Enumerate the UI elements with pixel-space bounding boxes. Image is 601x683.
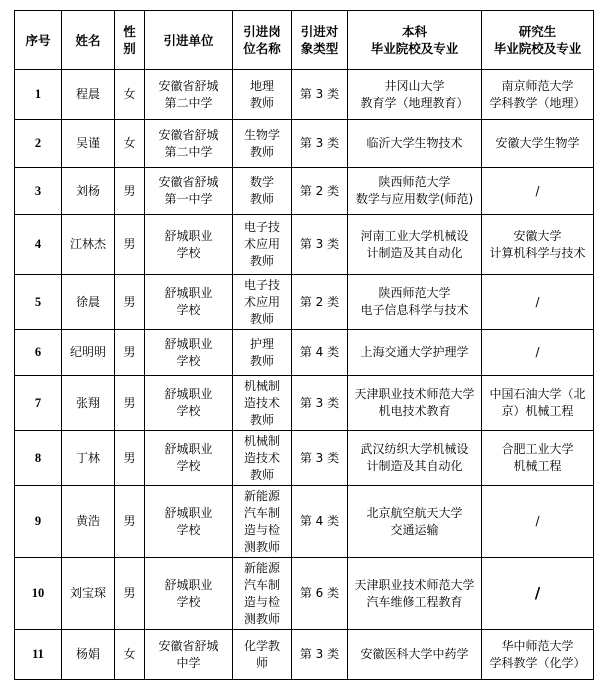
header-idx: 序号 xyxy=(15,11,62,70)
cell-position: 地理 教师 xyxy=(233,70,292,120)
cell-gender: 男 xyxy=(115,168,145,215)
cell-unit: 舒城职业 学校 xyxy=(145,275,233,330)
cell-category: 第 3 类 xyxy=(292,376,348,431)
cell-unit: 安徽省舒城 第二中学 xyxy=(145,70,233,120)
cell-category: 第 6 类 xyxy=(292,558,348,630)
cell-unit: 舒城职业 学校 xyxy=(145,330,233,376)
cell-unit: 舒城职业 学校 xyxy=(145,558,233,630)
cell-undergrad: 陕西师范大学 电子信息科学与技术 xyxy=(348,275,482,330)
cell-idx: 10 xyxy=(15,558,62,630)
cell-idx: 11 xyxy=(15,630,62,680)
table-row xyxy=(15,168,594,215)
table-row xyxy=(15,486,594,558)
cell-position: 化学教 师 xyxy=(233,630,292,680)
cell-unit: 舒城职业 学校 xyxy=(145,431,233,486)
table-row xyxy=(15,330,594,376)
cell-undergrad: 天津职业技术师范大学 机电技术教育 xyxy=(348,376,482,431)
header-row xyxy=(15,11,594,70)
cell-grad: 南京师范大学 学科教学（地理） xyxy=(482,70,594,120)
cell-name: 刘宝琛 xyxy=(62,558,115,630)
cell-idx: 5 xyxy=(15,275,62,330)
cell-grad: / xyxy=(482,330,594,376)
cell-undergrad: 临沂大学生物技术 xyxy=(348,120,482,168)
table-row xyxy=(15,558,594,630)
cell-idx: 3 xyxy=(15,168,62,215)
cell-undergrad: 北京航空航天大学 交通运输 xyxy=(348,486,482,558)
cell-undergrad: 井冈山大学 教育学（地理教育） xyxy=(348,70,482,120)
cell-idx: 4 xyxy=(15,215,62,275)
cell-undergrad: 陕西师范大学 数学与应用数学(师范) xyxy=(348,168,482,215)
cell-gender: 男 xyxy=(115,215,145,275)
cell-category: 第 4 类 xyxy=(292,486,348,558)
cell-undergrad: 天津职业技术师范大学 汽车维修工程教育 xyxy=(348,558,482,630)
cell-name: 张翔 xyxy=(62,376,115,431)
cell-gender: 男 xyxy=(115,431,145,486)
cell-gender: 女 xyxy=(115,70,145,120)
cell-category: 第 2 类 xyxy=(292,168,348,215)
cell-undergrad: 上海交通大学护理学 xyxy=(348,330,482,376)
cell-idx: 6 xyxy=(15,330,62,376)
cell-category: 第 3 类 xyxy=(292,120,348,168)
cell-unit: 安徽省舒城 中学 xyxy=(145,630,233,680)
cell-position: 机械制 造技术 教师 xyxy=(233,431,292,486)
cell-category: 第 3 类 xyxy=(292,630,348,680)
cell-gender: 男 xyxy=(115,275,145,330)
cell-idx: 9 xyxy=(15,486,62,558)
cell-name: 吴谨 xyxy=(62,120,115,168)
cell-position: 电子技 术应用 教师 xyxy=(233,215,292,275)
cell-idx: 1 xyxy=(15,70,62,120)
table-row xyxy=(15,431,594,486)
cell-grad: / xyxy=(482,558,594,630)
cell-gender: 男 xyxy=(115,558,145,630)
cell-name: 杨娟 xyxy=(62,630,115,680)
header-category: 引进对 象类型 xyxy=(292,11,348,70)
header-undergrad: 本科 毕业院校及专业 xyxy=(348,11,482,70)
header-grad: 研究生 毕业院校及专业 xyxy=(482,11,594,70)
cell-position: 新能源 汽车制 造与检 测教师 xyxy=(233,558,292,630)
cell-category: 第 3 类 xyxy=(292,70,348,120)
cell-undergrad: 安徽医科大学中药学 xyxy=(348,630,482,680)
cell-unit: 舒城职业 学校 xyxy=(145,486,233,558)
cell-idx: 8 xyxy=(15,431,62,486)
talent-introduction-table xyxy=(14,10,594,680)
cell-grad: / xyxy=(482,275,594,330)
cell-gender: 男 xyxy=(115,376,145,431)
header-name: 姓名 xyxy=(62,11,115,70)
cell-name: 黄浩 xyxy=(62,486,115,558)
cell-position: 生物学 教师 xyxy=(233,120,292,168)
cell-gender: 女 xyxy=(115,120,145,168)
table-row xyxy=(15,376,594,431)
cell-name: 刘杨 xyxy=(62,168,115,215)
header-gender: 性 别 xyxy=(115,11,145,70)
cell-category: 第 4 类 xyxy=(292,330,348,376)
table-row xyxy=(15,120,594,168)
cell-category: 第 3 类 xyxy=(292,215,348,275)
cell-idx: 2 xyxy=(15,120,62,168)
cell-unit: 安徽省舒城 第一中学 xyxy=(145,168,233,215)
cell-gender: 男 xyxy=(115,486,145,558)
cell-position: 电子技 术应用 教师 xyxy=(233,275,292,330)
cell-undergrad: 武汉纺织大学机械设 计制造及其自动化 xyxy=(348,431,482,486)
cell-name: 纪明明 xyxy=(62,330,115,376)
cell-name: 江林杰 xyxy=(62,215,115,275)
cell-name: 徐晨 xyxy=(62,275,115,330)
cell-grad: 安徽大学 计算机科学与技术 xyxy=(482,215,594,275)
cell-grad: 华中师范大学 学科教学（化学） xyxy=(482,630,594,680)
table-row xyxy=(15,275,594,330)
cell-grad: / xyxy=(482,168,594,215)
cell-grad: / xyxy=(482,486,594,558)
cell-unit: 舒城职业 学校 xyxy=(145,376,233,431)
table-row xyxy=(15,630,594,680)
cell-grad: 中国石油大学（北 京）机械工程 xyxy=(482,376,594,431)
cell-category: 第 2 类 xyxy=(292,275,348,330)
cell-unit: 安徽省舒城 第二中学 xyxy=(145,120,233,168)
cell-grad: 合肥工业大学 机械工程 xyxy=(482,431,594,486)
table-row xyxy=(15,215,594,275)
cell-unit: 舒城职业 学校 xyxy=(145,215,233,275)
cell-grad: 安徽大学生物学 xyxy=(482,120,594,168)
header-unit: 引进单位 xyxy=(145,11,233,70)
cell-name: 程晨 xyxy=(62,70,115,120)
cell-undergrad: 河南工业大学机械设 计制造及其自动化 xyxy=(348,215,482,275)
cell-gender: 男 xyxy=(115,330,145,376)
cell-idx: 7 xyxy=(15,376,62,431)
cell-position: 护理 教师 xyxy=(233,330,292,376)
cell-position: 机械制 造技术 教师 xyxy=(233,376,292,431)
cell-position: 新能源 汽车制 造与检 测教师 xyxy=(233,486,292,558)
cell-category: 第 3 类 xyxy=(292,431,348,486)
cell-position: 数学 教师 xyxy=(233,168,292,215)
document-page xyxy=(14,10,594,680)
table-row xyxy=(15,70,594,120)
cell-name: 丁林 xyxy=(62,431,115,486)
header-position: 引进岗 位名称 xyxy=(233,11,292,70)
cell-gender: 女 xyxy=(115,630,145,680)
